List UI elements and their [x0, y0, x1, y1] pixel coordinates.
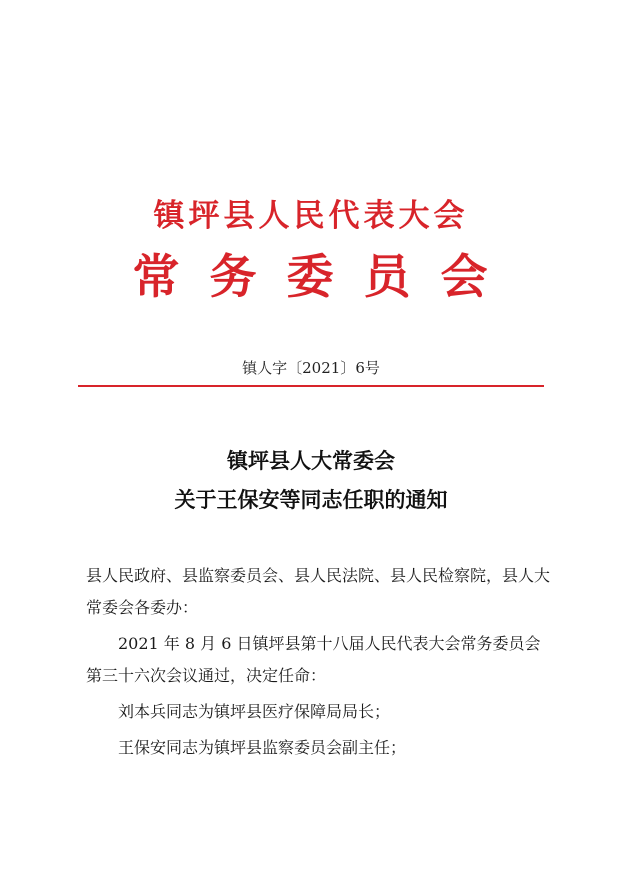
document-number: 镇人字〔2021〕6号 — [242, 359, 380, 377]
issuing-committee: 常务委员会 — [132, 250, 518, 305]
decision-paragraph: 2021 年 8 月 6 日镇坪县第十八届人民代表大会常务委员会第三十六次会议通过，决定任命： — [86, 634, 541, 685]
addressee-paragraph: 县人民政府、县监察委员会、县人民法院、县人民检察院，县人大常委会各委办： — [86, 566, 551, 617]
red-divider-line — [78, 385, 544, 387]
document-title-line1: 镇坪县人大常委会 — [227, 448, 395, 473]
issuing-organization: 镇坪县人民代表大会 — [153, 198, 469, 234]
appointment-item: 王保安同志为镇坪县监察委员会副主任； — [118, 738, 407, 757]
appointment-item: 刘本兵同志为镇坪县医疗保障局局长； — [118, 702, 391, 721]
document-title-line2: 关于王保安等同志任职的通知 — [174, 487, 448, 512]
